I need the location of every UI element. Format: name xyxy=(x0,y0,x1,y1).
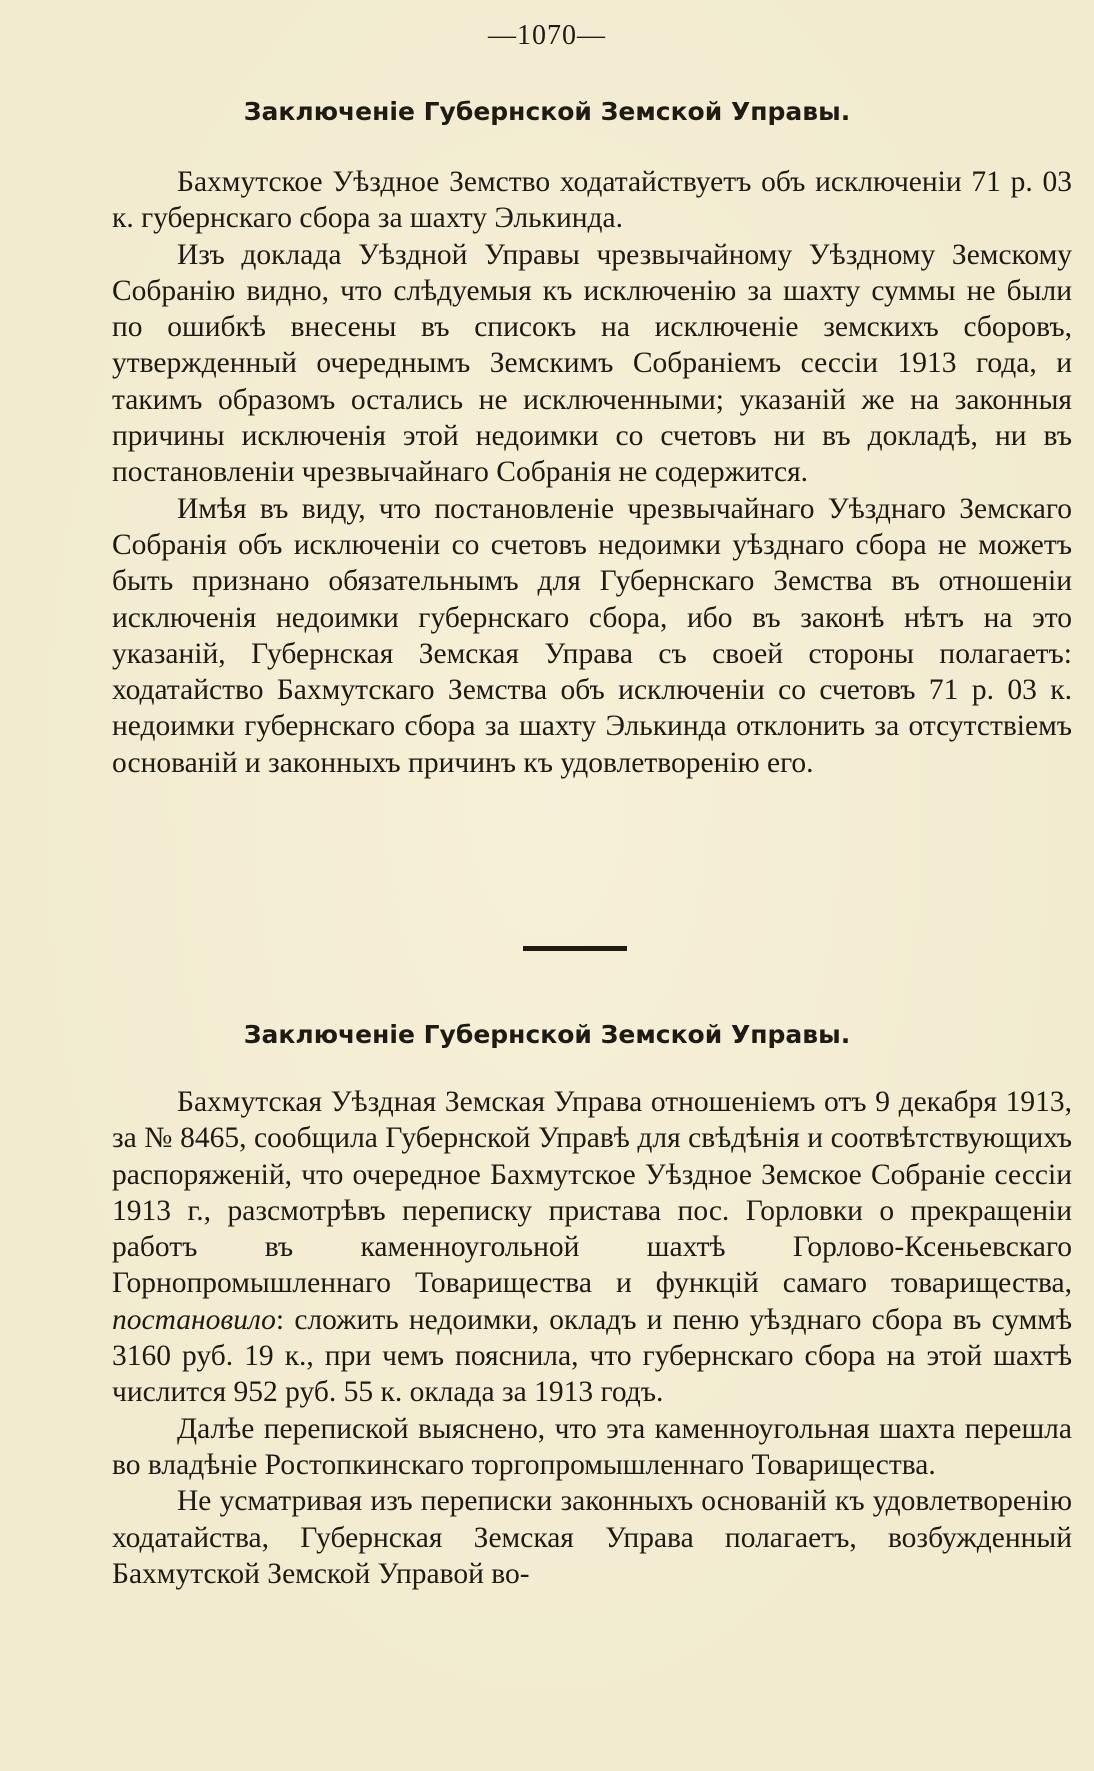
section-2-paragraph-3: Не усматривая изъ переписки законныхъ основанiй къ удовлетворенiю ходатайства, Губернская Земская Управа полагаетъ, возбужденный Бахмутской Земской Управой во- xyxy=(112,1485,1072,1590)
section-2-body xyxy=(112,1084,1072,1592)
decision-emphasis: постановило xyxy=(112,1303,276,1336)
section-2-paragraph-1 xyxy=(112,1084,1072,1411)
section-1-body xyxy=(112,164,1072,781)
section-2-heading: Заключенiе Губернской Земской Управы. xyxy=(243,1020,851,1049)
page-number: —1070— xyxy=(488,20,606,51)
section-2-paragraph-1-end: : сложить недоимки, окладъ и пеню уѣзднаго сбора въ суммѣ 3160 руб. 19 к., при чемъ пояснила, что губернскаго сбора на этой шахтѣ числится 952 руб. 55 к. оклада за 1913 годъ. xyxy=(112,1303,1072,1409)
section-1-paragraph-3: Имѣя въ виду, что постановленiе чрезвычайнаго Уѣзднаго Земскаго Собранiя объ исключенiи со счетовъ недоимки уѣзднаго сбора не можетъ быть признано обязательнымъ для Губернскаго Земства въ отношенiи исключенiя недоимки губернскаго сбора, ибо въ законѣ нѣтъ на это указанiй, Губернская Земская Управа съ своей стороны полагаетъ: ходатайство Бахмутскаго Земства объ исключенiи со счетовъ 71 р. 03 к. недоимки губернскаго сбора за шахту Элькинда отклонить за отсутствiемъ основанiй и законныхъ причинъ къ удовлетворенiю его. xyxy=(112,492,1072,779)
section-1-paragraph-1: Бахмутское Уѣздное Земство ходатайствуетъ объ исключенiи 71 р. 03 к. губернскаго сбора за шахту Элькинда. xyxy=(112,166,1072,235)
section-2-paragraph-2: Далѣе перепиской выяснено, что эта каменноугольная шахта перешла во владѣнiе Ростопкинскаго торгопромышленнаго Товарищества. xyxy=(112,1412,1072,1481)
section-2-paragraph-1-start: Бахмутская Уѣздная Земская Управа отношенiемъ отъ 9 декабря 1913, за № 8465, сообщила Губернской Управѣ для свѣдѣнiя и соотвѣтствующихъ распоряженiй, что очередное Бахмутское Уѣздное Земское Собранiе сессiи 1913 г., разсмотрѣвъ переписку пристава пос. Горловки о прекращенiи работъ въ каменноугольной шахтѣ Горлово-Ксеньевскаго Горнопромышленнаго Товарищества и функцiй самаго товарищества, xyxy=(112,1086,1072,1300)
section-1-paragraph-2: Изъ доклада Уѣздной Управы чрезвычайному Уѣздному Земскому Собранiю видно, что слѣдуемыя къ исключенiю за шахту суммы не были по ошибкѣ внесены въ списокъ на исключенiе земскихъ сборовъ, утвержденный очереднымъ Земскимъ Собранiемъ сессiи 1913 года, и такимъ образомъ остались не исключенными; указанiй же на законныя причины исключенiя этой недоимки со счетовъ ни въ докладѣ, ни въ постановленiи чрезвычайнаго Собранiя не содержится. xyxy=(112,238,1072,489)
section-1-heading: Заключенiе Губернской Земской Управы. xyxy=(243,97,851,126)
section-divider xyxy=(523,946,627,951)
